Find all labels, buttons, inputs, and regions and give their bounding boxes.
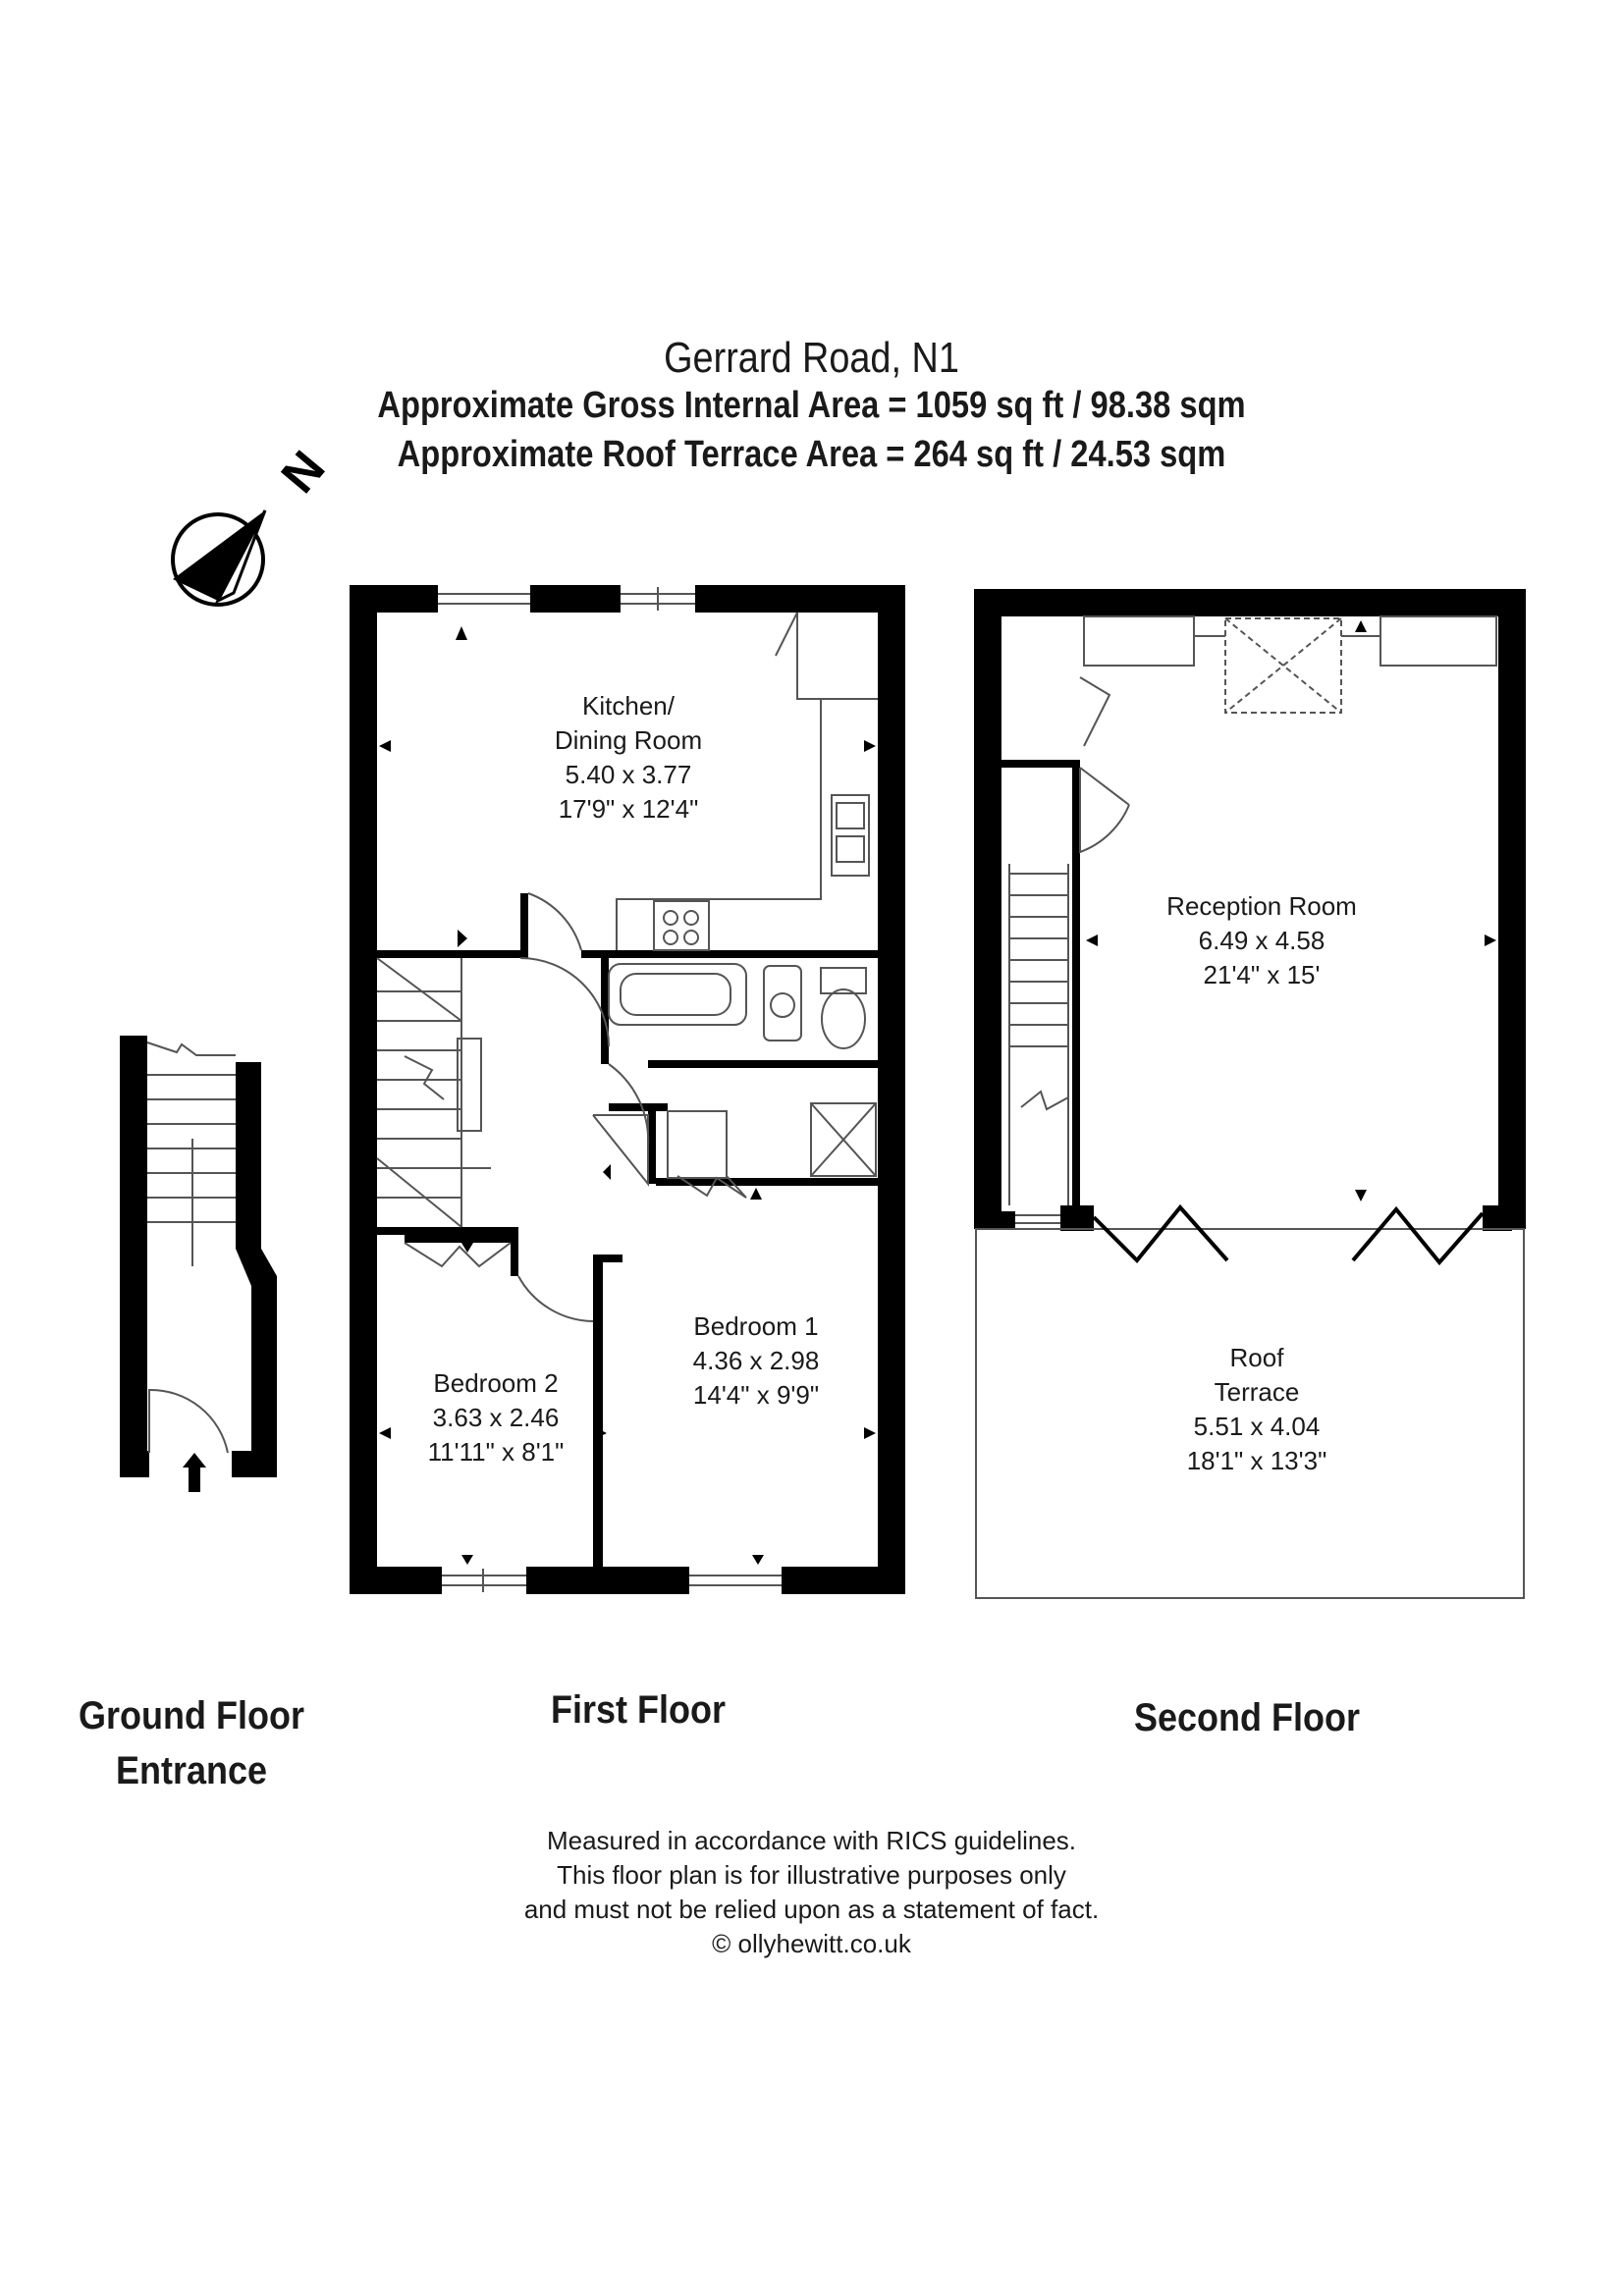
- room-name: Bedroom 1: [693, 1311, 819, 1341]
- disclaimer: [0, 1824, 1623, 1961]
- room-kitchen: [511, 689, 746, 827]
- room-name: Reception Room: [1166, 891, 1357, 921]
- room-name: Bedroom 2: [433, 1368, 559, 1398]
- disclaimer-line: This floor plan is for illustrative purposes only: [557, 1860, 1066, 1890]
- gross-area: Approximate Gross Internal Area = 1059 sq ft / 98.38 sqm: [377, 385, 1246, 426]
- room-name: Terrace: [1214, 1377, 1300, 1407]
- room-terrace: [1149, 1341, 1365, 1478]
- disclaimer-line: Measured in accordance with RICS guidelines.: [546, 1826, 1077, 1855]
- floor-label-ground: [55, 1688, 329, 1798]
- room-bedroom1: [648, 1309, 864, 1413]
- floor-label-ground-title: Ground Floor: [79, 1694, 304, 1737]
- room-name: Roof: [1229, 1343, 1284, 1372]
- room-metric: 4.36 x 2.98: [692, 1346, 820, 1375]
- floor-label-ground-sub: Entrance: [115, 1749, 268, 1792]
- room-name: Kitchen/: [582, 691, 675, 721]
- room-imperial: 14'4" x 9'9": [692, 1380, 820, 1410]
- copyright: © ollyhewitt.co.uk: [712, 1929, 911, 1958]
- room-reception: [1139, 889, 1384, 992]
- room-metric: 3.63 x 2.46: [432, 1403, 560, 1432]
- room-metric: 5.51 x 4.04: [1193, 1412, 1321, 1441]
- disclaimer-line: and must not be relied upon as a statement of fact.: [523, 1895, 1100, 1924]
- room-imperial: 11'11" x 8'1": [427, 1437, 565, 1467]
- compass-letter: N: [270, 440, 336, 504]
- terrace-area: Approximate Roof Terrace Area = 264 sq ft / 24.53 sqm: [397, 434, 1226, 475]
- room-metric: 5.40 x 3.77: [565, 760, 692, 789]
- plan-title: Gerrard Road, N1: [664, 334, 959, 382]
- ground-floor-plan: [120, 1036, 277, 1492]
- room-imperial: 21'4" x 15': [1203, 960, 1321, 989]
- room-metric: 6.49 x 4.58: [1198, 926, 1325, 955]
- room-imperial: 18'1" x 13'3": [1186, 1446, 1327, 1475]
- room-bedroom2: [393, 1366, 599, 1469]
- floor-label-second: Second Floor: [1133, 1696, 1361, 1739]
- room-name: Dining Room: [554, 725, 703, 755]
- floor-label-first: First Floor: [550, 1688, 727, 1732]
- room-imperial: 17'9" x 12'4": [558, 794, 699, 824]
- compass-icon: [173, 441, 336, 605]
